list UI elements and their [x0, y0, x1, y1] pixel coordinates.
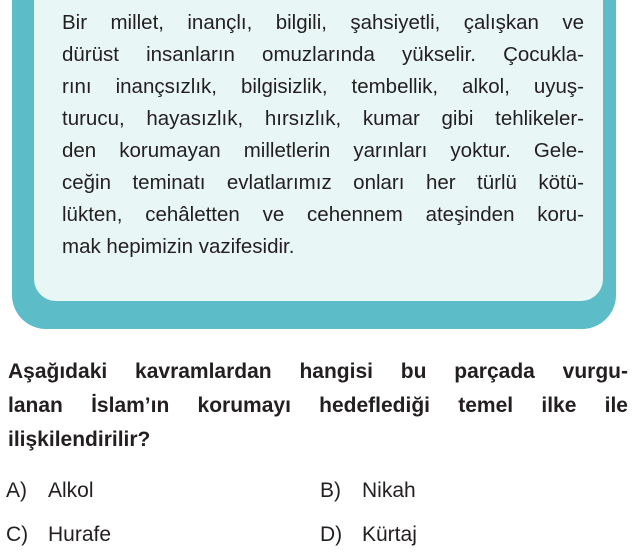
option-letter: B)	[320, 479, 341, 502]
passage-line: turucu, hayasızlık, hırsızlık, kumar gibi tehlikeler-	[62, 107, 584, 130]
option-label: Alkol	[48, 479, 94, 502]
question-line: lanan İslam’ın korumayı hedeflediği temel ilke ile	[8, 394, 628, 417]
passage-line: rını inançsızlık, bilgisizlik, tembellik, alkol, uyuş-	[62, 75, 584, 98]
option-a[interactable]	[6, 478, 94, 504]
option-letter: D)	[320, 523, 343, 546]
question-line: Aşağıdaki kavramlardan hangisi bu parçada vurgu-	[8, 360, 628, 383]
option-c[interactable]	[6, 522, 111, 548]
passage-text	[62, 7, 584, 263]
question-line: ilişkilendirilir?	[8, 428, 151, 451]
option-letter: C)	[6, 523, 29, 546]
passage-line: den korumayan milletlerin yarınları yoktur. Gele-	[62, 139, 584, 162]
option-label: Nikah	[362, 479, 416, 502]
option-letter: A)	[6, 479, 27, 502]
option-d[interactable]	[320, 522, 417, 548]
option-label: Hurafe	[48, 523, 112, 546]
passage-line: Bir millet, inançlı, bilgili, şahsiyetli, çalışkan ve	[62, 11, 584, 34]
question-text	[8, 355, 628, 457]
option-b[interactable]	[320, 478, 416, 504]
passage-line: mak hepimizin vazifesidir.	[62, 235, 295, 258]
option-label: Kürtaj	[362, 523, 417, 546]
passage-line: lükten, cehâletten ve cehennem ateşinden koru-	[62, 203, 584, 226]
passage-line: dürüst insanların omuzlarında yükselir. Çocukla-	[62, 43, 584, 66]
passage-line: ceğin teminatı evlatlarımız onları her türlü kötü-	[62, 171, 584, 194]
